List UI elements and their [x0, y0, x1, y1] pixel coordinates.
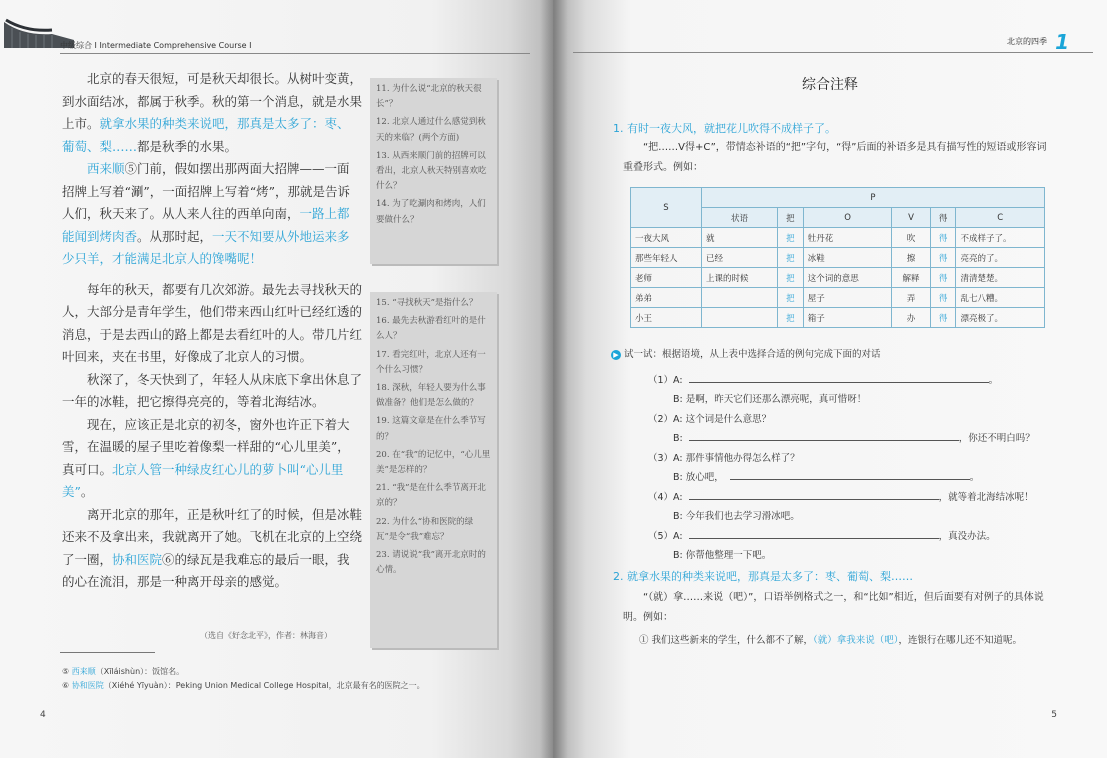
table-cell: 冰鞋 [803, 248, 892, 268]
arrow-icon: ▶ [611, 350, 621, 360]
question-item: 11. 为什么说“北京的秋天很长”？ [376, 84, 482, 110]
table-cell: 牡丹花 [803, 228, 892, 248]
note-1-heading: 1. 有时一夜大风，就把花儿吹得不成样子了。 [613, 122, 836, 135]
chapter-number: 1 [1055, 30, 1069, 54]
table-subheader: O [803, 208, 892, 228]
note-1-text: “把……V得+C”，带情态补语的“把”字句，“得”后面的补语多是具有描写性的短语或形容词重叠形式。例如： [623, 142, 1047, 173]
table-cell: 乱七八糟。 [956, 288, 1045, 308]
table-cell: 箱子 [803, 308, 892, 328]
table-cell: 已经 [702, 248, 778, 268]
table-cell: 漂亮极了。 [956, 308, 1045, 328]
table-cell: 亮亮的了。 [956, 248, 1045, 268]
try-it-label: ▶ 试一试：根据语境，从上表中选择合适的例句完成下面的对话 [611, 346, 881, 360]
footnotes [62, 665, 425, 693]
running-header: 中级综合 Ⅰ Intermediate Comprehensive Course Ⅰ [60, 41, 252, 50]
table-cell: 一夜大风 [631, 228, 702, 248]
table-cell: 就 [702, 228, 778, 248]
table-cell: 屋子 [803, 288, 892, 308]
question-box-1 [370, 78, 497, 264]
table-cell: 办 [892, 308, 930, 328]
question-item: 22. 为什么“协和医院的绿瓦”是令“我”难忘？ [376, 516, 474, 542]
answer-blank[interactable] [689, 430, 959, 441]
example-1: ① 我们这些新来的学生，什么都不了解，（就）拿我来说（吧），连银行在哪儿还不知道呢。 [639, 635, 1023, 646]
article-paragraph: 每年的秋天，都要有几次郊游。最先去寻找秋天的人，大部分是青年学生，他们带来西山红叶已经红透的消息，于是去西山的路上都是去看红叶的人。带几片红叶回来，夹在书里，好像成了北京人的习惯。 [62, 281, 363, 364]
table-cell [702, 308, 778, 328]
table-cell: 老师 [631, 268, 702, 288]
table-subheader: 得 [930, 208, 956, 228]
article-paragraph: 离开北京的那年，正是秋叶红了的时候，但是冰鞋还来不及拿出来，我就离开了她。飞机在北京的上空绕了一圈，协和医院⑥的绿瓦是我难忘的最后一眼，我的心在流泪，那是一种离开母亲的感觉。 [62, 506, 363, 589]
page-number-left: 4 [40, 710, 46, 720]
question-item: 12. 北京人通过什么感觉到秋天的来临？(两个方面) [376, 117, 486, 143]
exercise-line-a: （2）A: 这个词是什么意思？ [648, 414, 772, 425]
table-cell: 清清楚楚。 [956, 268, 1045, 288]
footnote: ⑥ 协和医院（Xiéhé Yīyuàn）：Peking Union Medical College Hospital，北京最有名的医院之一。 [62, 681, 425, 690]
answer-blank[interactable] [730, 469, 970, 480]
table-subheader: 把 [777, 208, 803, 228]
table-cell: 弟弟 [631, 288, 702, 308]
table-cell: 得 [930, 308, 956, 328]
exercise-line-b: B: ，你还不明白吗？ [673, 430, 1035, 444]
table-cell: 把 [777, 248, 803, 268]
table-row [631, 268, 1045, 288]
table-cell: 吹 [892, 228, 930, 248]
header-rule [573, 52, 1093, 53]
question-box-2 [370, 292, 497, 648]
table-row [631, 308, 1045, 328]
question-item: 23. 请说说“我”离开北京时的心情。 [376, 550, 486, 576]
table-cell: 把 [777, 308, 803, 328]
grammar-table [630, 187, 1045, 328]
question-item: 20. 在“我”的记忆中，“心儿里美”是怎样的？ [376, 449, 491, 476]
question-item: 17. 看完红叶，北京人还有一个什么习惯？ [376, 349, 486, 375]
answer-blank[interactable] [689, 489, 939, 500]
table-cell: 得 [930, 248, 956, 268]
footnote-rule [60, 652, 155, 653]
exercise-line-b: B: 今年我们也去学习滑冰吧。 [673, 511, 800, 522]
answer-blank[interactable] [689, 528, 939, 539]
exercise-line-b: B: 是啊，昨天它们还那么漂亮呢，真可惜呀！ [673, 394, 867, 405]
exercise-line-a: （5）A: ，真没办法。 [648, 528, 996, 542]
table-cell [702, 288, 778, 308]
right-page [553, 0, 1107, 758]
table-cell: 得 [930, 268, 956, 288]
exercise-line-b: B: 你帮他整理一下吧。 [673, 550, 772, 561]
table-cell: 把 [777, 268, 803, 288]
exercise-line-b: B: 放心吧， 。 [673, 469, 979, 483]
table-row [631, 248, 1045, 268]
question-item: 19. 这篇文章是在什么季节写的？ [376, 416, 486, 442]
exercise-line-a: （3）A: 那件事情他办得怎么样了？ [648, 453, 800, 464]
question-item: 14. 为了吃涮肉和烤肉，人们要做什么？ [376, 199, 486, 225]
table-cell: 把 [777, 228, 803, 248]
question-item: 18. 深秋，年轻人要为什么事做准备？他们是怎么做的？ [376, 383, 486, 409]
table-cell: 擦 [892, 248, 930, 268]
col-s-header: S [631, 188, 702, 228]
question-item: 13. 从西来顺门前的招牌可以看出，北京人秋天特别喜欢吃什么？ [376, 150, 487, 192]
footnote: ⑤ 西来顺（Xīláishùn）：饭馆名。 [62, 667, 185, 676]
question-item: 21. “我”是在什么季节离开北京的？ [376, 483, 486, 509]
table-subheader: V [892, 208, 930, 228]
note-2-text: “（就）拿……来说（吧）”，口语举例格式之一，和“比如”相近，但后面要有对例子的具体说明。例如： [623, 592, 1044, 623]
page-number-right: 5 [1051, 710, 1057, 720]
table-cell: 得 [930, 288, 956, 308]
table-cell: 小王 [631, 308, 702, 328]
table-cell: 那些年轻人 [631, 248, 702, 268]
table-cell: 不成样子了。 [956, 228, 1045, 248]
header-rule [60, 53, 530, 54]
table-row [631, 288, 1045, 308]
question-item: 15. “寻找秋天”是指什么？ [376, 298, 478, 308]
source-citation: （选自《好念北平》，作者：林海音） [200, 631, 332, 640]
answer-blank[interactable] [689, 372, 989, 383]
question-item: 16. 最先去秋游看红叶的是什么人？ [376, 316, 486, 342]
article-text [62, 68, 362, 594]
article-paragraph: 北京的春天很短，可是秋天却很长。从树叶变黄，到水面结冰，都属于秋季。秋的第一个消息，就是水果上市。就拿水果的种类来说吧，那真是太多了：枣、葡萄、梨……都是秋季的水果。 [62, 71, 363, 154]
table-cell: 弄 [892, 288, 930, 308]
table-cell: 得 [930, 228, 956, 248]
article-paragraph: 西来顺⑤门前，假如摆出那两面大招牌——一面招牌上写着“涮”，一面招牌上写着“烤”，那就是告诉人们，秋天来了。从人来人往的西单向南，一路上都能闻到烤肉香。从那时起，一天不知要从外地运来多少只羊，才能满足北京人的馋嘴呢！ [62, 161, 351, 266]
chapter-header: 北京的四季 [1007, 37, 1047, 46]
article-paragraph: 秋深了，冬天快到了，年轻人从床底下拿出休息了一年的冰鞋，把它擦得亮亮的，等着北海结冰。 [62, 371, 363, 409]
table-subheader: C [956, 208, 1045, 228]
section-title: 综合注释 [802, 77, 858, 93]
note-2-heading: 2. 就拿水果的种类来说吧，那真是太多了：枣、葡萄、梨…… [613, 570, 913, 583]
exercise-line-a: （1）A: 。 [648, 372, 998, 386]
left-page [0, 0, 553, 758]
table-row [631, 228, 1045, 248]
book-gutter [540, 0, 568, 758]
table-cell: 把 [777, 288, 803, 308]
table-cell: 上课的时候 [702, 268, 778, 288]
col-p-header: P [702, 188, 1045, 208]
table-subheader: 状语 [702, 208, 778, 228]
table-cell: 解释 [892, 268, 930, 288]
table-cell: 这个词的意思 [803, 268, 892, 288]
exercise-line-a: （4）A: ，就等着北海结冰呢！ [648, 489, 1034, 503]
article-paragraph: 现在，应该正是北京的初冬，窗外也许正下着大雪，在温暖的屋子里吃着像梨一样甜的“心儿里美”，真可口。北京人管一种绿皮红心儿的萝卜叫“心儿里美”。 [62, 416, 350, 499]
